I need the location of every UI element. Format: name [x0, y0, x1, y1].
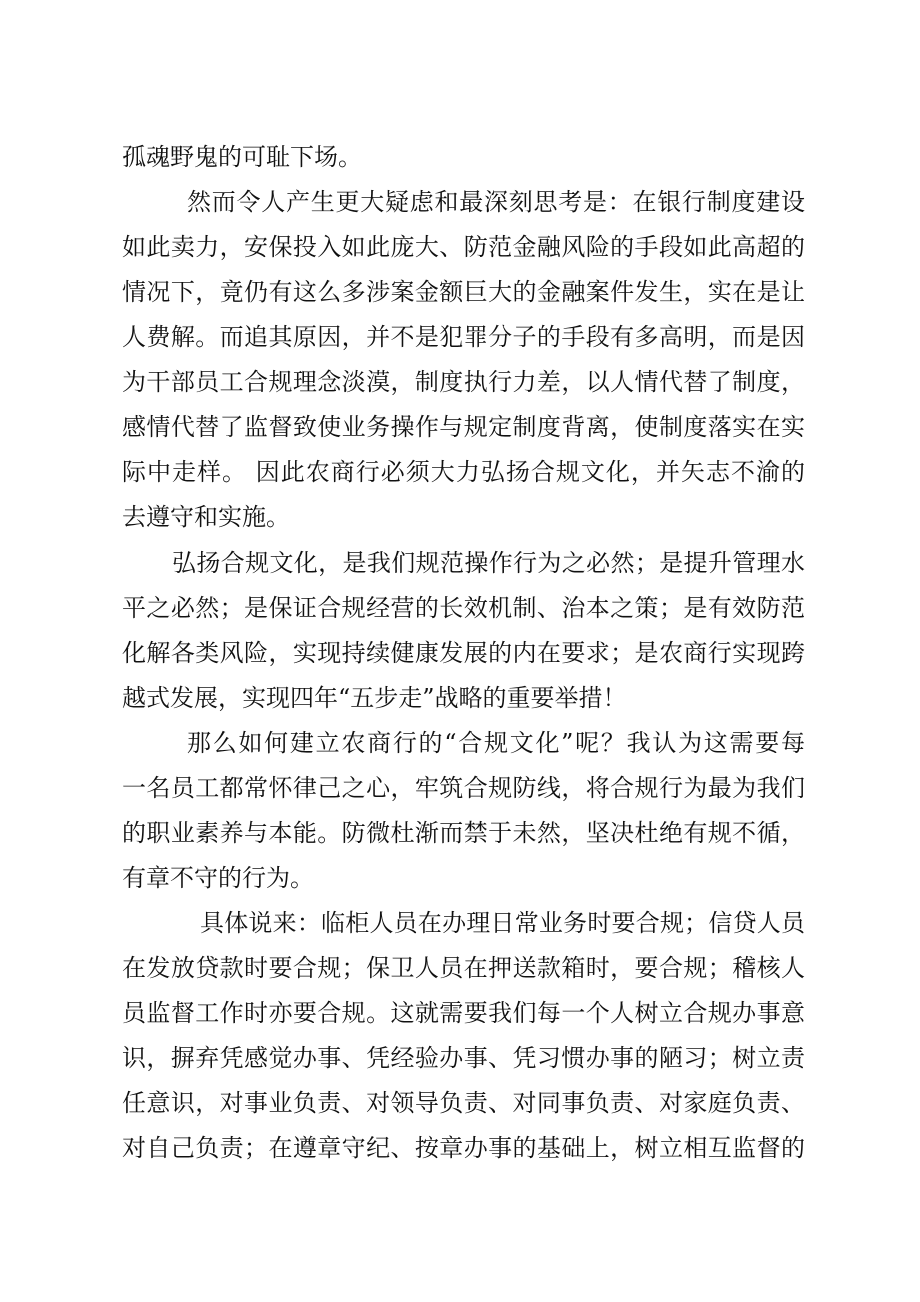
- text-line: 员监督工作时亦要合规。这就需要我们每一个人树立合规办事意: [122, 999, 805, 1027]
- text-line: 孤魂野鬼的可耻下场。: [122, 143, 362, 171]
- text-line: 任意识，对事业负责、对领导负责、对同事负责、对家庭负责、: [122, 1089, 805, 1117]
- text-line: 如此卖力，安保投入如此庞大、防范金融风险的手段如此高超的: [122, 233, 805, 261]
- text-line: 平之必然；是保证合规经营的长效机制、治本之策；是有效防范: [122, 594, 805, 622]
- text-line: 情况下，竟仍有这么多涉案金额巨大的金融案件发生，实在是让: [122, 278, 805, 306]
- text-line: 际中走样。 因此农商行必须大力弘扬合规文化，并矢志不渝的: [122, 458, 805, 486]
- text-line: 在发放贷款时要合规；保卫人员在押送款箱时，要合规；稽核人: [122, 954, 805, 982]
- text-line: 具体说来：临柜人员在办理日常业务时要合规；信贷人员: [200, 909, 805, 937]
- text-line: 为干部员工合规理念淡漠，制度执行力差，以人情代替了制度，: [122, 368, 805, 396]
- text-line: 然而令人产生更大疑虑和最深刻思考是：在银行制度建设: [187, 188, 805, 216]
- text-line: 对自己负责；在遵章守纪、按章办事的基础上，树立相互监督的: [122, 1134, 805, 1162]
- text-line: 有章不守的行为。: [122, 864, 314, 892]
- text-line: 化解各类风险，实现持续健康发展的内在要求；是农商行实现跨: [122, 639, 805, 667]
- text-line: 感情代替了监督致使业务操作与规定制度背离，使制度落实在实: [122, 413, 805, 441]
- text-line: 人费解。而追其原因，并不是犯罪分子的手段有多高明，而是因: [122, 323, 805, 351]
- text-line: 一名员工都常怀律己之心，牢筑合规防线，将合规行为最为我们: [122, 774, 805, 802]
- text-line: 去遵守和实施。: [122, 503, 290, 531]
- text-line: 越式发展，实现四年“五步走”战略的重要举措！: [122, 684, 627, 712]
- text-line: 弘扬合规文化，是我们规范操作行为之必然；是提升管理水: [172, 549, 805, 577]
- text-line: 识，摒弃凭感觉办事、凭经验办事、凭习惯办事的陋习；树立责: [122, 1044, 805, 1072]
- text-line: 那么如何建立农商行的“合规文化”呢？我认为这需要每: [187, 729, 805, 757]
- text-line: 的职业素养与本能。防微杜渐而禁于未然，坚决杜绝有规不循，: [122, 819, 805, 847]
